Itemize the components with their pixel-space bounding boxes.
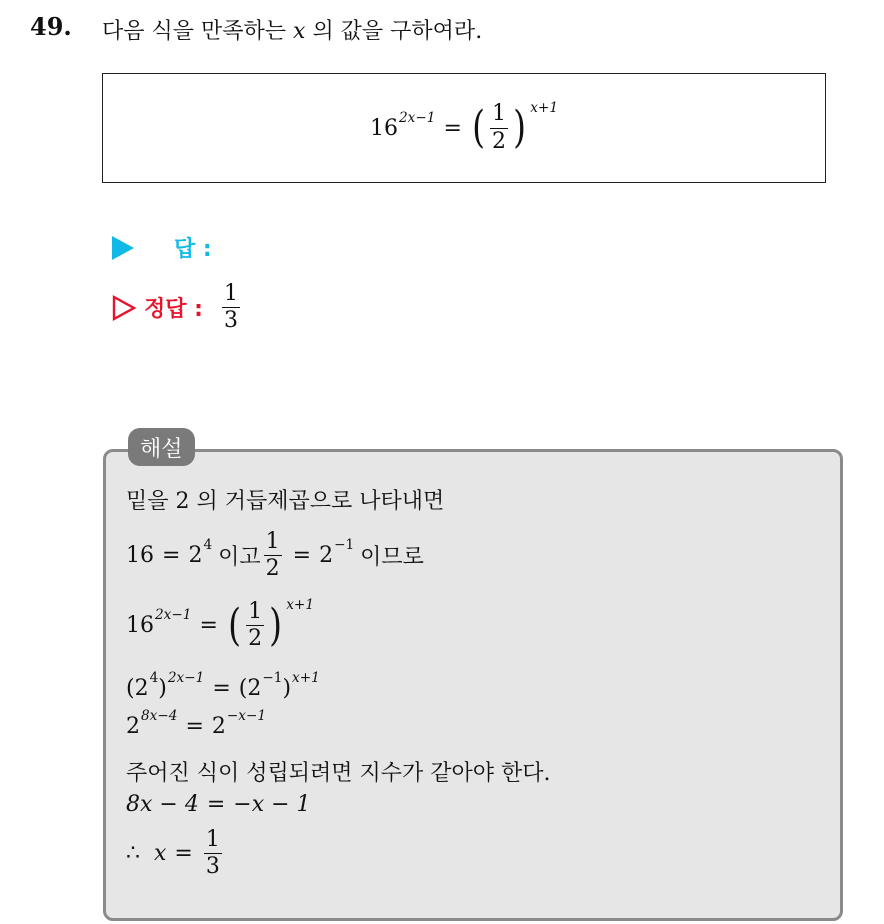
explanation-line-5 <box>126 708 267 739</box>
l2-two: 2 <box>188 543 203 569</box>
l5-lhs: 2 <box>126 714 140 739</box>
left-paren: ( <box>228 599 241 651</box>
l5-rhs: 2 <box>211 714 226 739</box>
left-paren: ( <box>472 102 485 153</box>
l4-lhs: (2 <box>126 676 149 701</box>
l8-variable: x <box>154 841 167 867</box>
equals-sign: = <box>162 543 181 569</box>
l2-two-b: 2 <box>319 543 334 569</box>
l5-rhs-exponent: −x−1 <box>226 708 267 725</box>
l4-lhs-exponent: 2x−1 <box>167 670 205 687</box>
l2-two-b-exponent: −1 <box>334 537 355 554</box>
l2-conjunction: 이고 <box>218 545 261 571</box>
solution-fraction <box>222 282 240 333</box>
l3-base-exponent: 2x−1 <box>155 607 192 624</box>
right-paren: ) <box>513 102 527 153</box>
l3-fraction-denominator: 2 <box>248 626 263 652</box>
solution-row <box>112 282 243 333</box>
l3-fraction <box>246 600 264 651</box>
outline-triangle-icon <box>112 295 136 321</box>
answer-row <box>112 232 212 263</box>
explanation-line-7 <box>126 792 311 817</box>
explanation-line-6: 주어진 식이 성립되려면 지수가 같아야 한다. <box>126 761 551 786</box>
equals-sign: = <box>206 792 226 817</box>
l8-fraction <box>204 828 222 879</box>
question-variable: x <box>293 19 306 44</box>
l3-base: 16 <box>126 613 154 639</box>
explanation-line-1: 밑을 2 의 거듭제곱으로 나타내면 <box>126 489 445 514</box>
question-number: 49. <box>30 12 72 41</box>
play-triangle-icon <box>112 236 134 260</box>
equation-base: 16 <box>369 115 398 141</box>
explanation-tag: 해설 <box>128 428 195 466</box>
l4-lhs-inner-exponent: 4 <box>149 670 159 687</box>
l2-fraction <box>264 530 282 581</box>
l4-lhs-close: ) <box>158 676 167 701</box>
question-text-before: 다음 식을 만족하는 <box>102 19 287 44</box>
explanation-line-2 <box>126 530 424 581</box>
solution-numerator: 1 <box>222 282 240 308</box>
equation-base-exponent: 2x−1 <box>398 109 436 126</box>
fraction-denominator: 2 <box>492 128 507 154</box>
l2-fraction-numerator: 1 <box>264 530 282 556</box>
l4-rhs-inner-exponent: −1 <box>262 670 283 687</box>
right-paren: ) <box>269 599 283 651</box>
explanation-line-8 <box>126 828 225 879</box>
l2-fraction-denominator: 2 <box>265 556 280 582</box>
equals-sign: = <box>185 714 204 739</box>
l4-rhs-exponent: x+1 <box>292 670 320 687</box>
l2-sixteen: 16 <box>126 543 154 569</box>
l8-fraction-denominator: 3 <box>205 854 220 880</box>
l8-fraction-numerator: 1 <box>204 828 222 854</box>
answer-label: 답 : <box>174 237 212 262</box>
equation-fraction <box>490 102 508 153</box>
l4-rhs-close: ) <box>282 676 292 701</box>
equation-box <box>102 73 826 183</box>
l2-two-exponent: 4 <box>203 537 213 554</box>
l7-rhs: −x − 1 <box>233 792 311 817</box>
question-text-after: 의 값을 구하여라. <box>312 19 483 44</box>
equals-sign: = <box>212 676 231 701</box>
l2-suffix: 이므로 <box>360 545 424 571</box>
equation-rhs-exponent: x+1 <box>530 99 558 116</box>
fraction-numerator: 1 <box>490 102 508 128</box>
l3-rhs-exponent: x+1 <box>286 597 315 614</box>
l4-rhs: (2 <box>238 676 262 701</box>
solution-value <box>219 282 243 333</box>
explanation-line-3 <box>126 597 315 652</box>
solution-denominator: 3 <box>223 308 238 334</box>
therefore-symbol: ∴ <box>126 841 140 867</box>
equals-sign: = <box>443 115 462 141</box>
l5-lhs-exponent: 8x−4 <box>141 708 178 725</box>
equals-sign: = <box>174 841 193 867</box>
equals-sign: = <box>292 543 312 569</box>
question-text <box>102 14 482 45</box>
l7-lhs: 8x − 4 <box>126 792 199 817</box>
l3-fraction-numerator: 1 <box>246 600 264 626</box>
equals-sign: = <box>199 613 218 639</box>
explanation-line-4 <box>126 670 320 701</box>
solution-label: 정답 : <box>144 297 203 323</box>
equation <box>103 74 825 182</box>
